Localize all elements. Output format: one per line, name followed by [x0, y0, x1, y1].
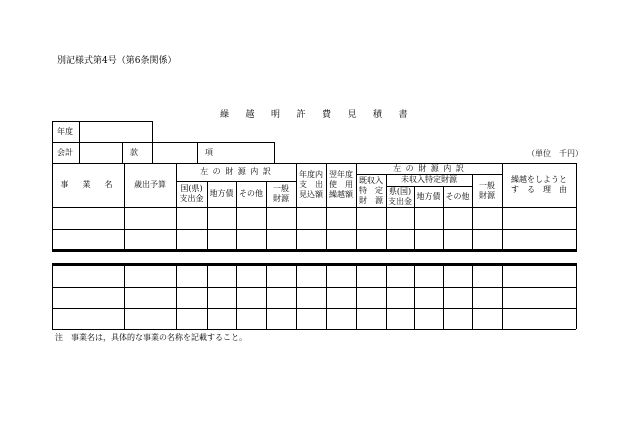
header-project-name: 事 業 名	[60, 180, 116, 189]
header-reason: 繰越をしようと す る 理 由	[511, 175, 567, 194]
account-label: 会計	[57, 148, 73, 157]
header-unreceived: 未収入特定財源	[401, 175, 457, 184]
header-budget: 歳出予算	[134, 180, 166, 189]
unit-note: （単位 千円）	[527, 149, 583, 158]
kan-label: 款	[130, 148, 138, 157]
header-right-breakdown: 左 の 財 源 内 訳	[393, 163, 465, 173]
header-local-bond-2: 地方債	[416, 191, 441, 201]
header-general-1: 一般 財源	[273, 184, 289, 203]
header-other-1: その他	[239, 189, 263, 198]
footnote: 注 事業名は，具体的な事業の名称を記載すること。	[55, 333, 247, 342]
header-local-bond: 地方債	[209, 189, 234, 198]
kou-label: 項	[205, 148, 213, 157]
header-received: 既収入 特 定 財 源	[359, 175, 383, 205]
header-national-pref: 国(県) 支出金	[179, 184, 204, 203]
header-year-estimate: 年度内 支 出 見込額	[299, 170, 323, 199]
header-next-year: 翌年度 使 用 繰越額	[329, 170, 353, 199]
header-pref-national: 県(国) 支出金	[388, 186, 412, 206]
header-other-2: その他	[445, 191, 470, 201]
header-general-2: 一般 財源	[479, 180, 495, 200]
form-reference: 別記様式第4号（第6条関係）	[57, 56, 177, 66]
document-title: 繰越明許費見積書	[220, 110, 425, 120]
header-left-breakdown: 左 の 財 源 内 訳	[200, 167, 272, 176]
year-label: 年度	[57, 127, 73, 136]
